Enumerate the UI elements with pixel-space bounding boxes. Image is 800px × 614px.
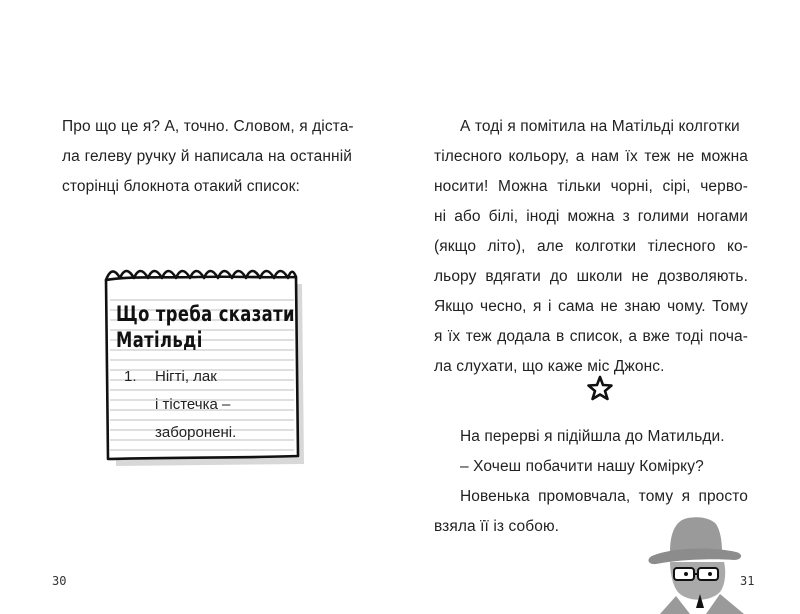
right-paragraph1-line-7: Якщо чесно, я і сама не знаю чому. Тому [434,298,748,315]
right-paragraph2-line-2: – Хочеш побачити нашу Комірку? [460,458,704,475]
right-paragraph2-line-3: Новенька промовчала, тому я просто [460,488,748,505]
right-paragraph1-line-3: носити! Можна тільки чорні, сірі, черво- [434,178,748,195]
note-item-line-3: заборонені. [155,424,237,441]
note-item-line-1: Нігті, лак [155,368,217,385]
note-item-line-2: і тістечка – [155,396,231,413]
right-paragraph1-line-5: (якщо літо), але колготки тілесного ко- [434,238,748,255]
page-number-right: 31 [740,574,755,588]
note-item-number: 1. [124,368,137,385]
note-title-line-2: Матільді [116,328,203,352]
right-paragraph1-line-1: А тоді я помітила на Матільді колготки [460,118,740,135]
left-paragraph-line-3: сторінці блокнота отакий список: [62,178,300,195]
right-paragraph2-line-1: На перерві я підійшла до Матильди. [460,428,725,445]
right-paragraph1-line-4: ні або білі, іноді можна з голими ногами [434,208,748,225]
star-icon [586,374,614,402]
page-number-left: 30 [52,574,67,588]
left-paragraph-line-2: ла гелеву ручку й написала на останній [62,148,352,165]
right-paragraph2-line-4: взяла її із собою. [434,518,560,535]
note-title-line-1: Що треба сказати [116,302,295,326]
right-paragraph1-line-2: тілесного кольору, а нам їх теж не можна [434,148,748,165]
left-paragraph-line-1: Про що це я? А, точно. Словом, я діста- [62,118,354,135]
detective-illustration [640,512,760,614]
right-paragraph1-line-9: ла слухати, що каже міс Джонс. [434,358,665,375]
right-paragraph1-line-6: льору вдягати до школи не дозволяють. [434,268,748,285]
right-paragraph1-line-8: я їх теж додала в список, а вже тоді поча- [434,328,748,345]
